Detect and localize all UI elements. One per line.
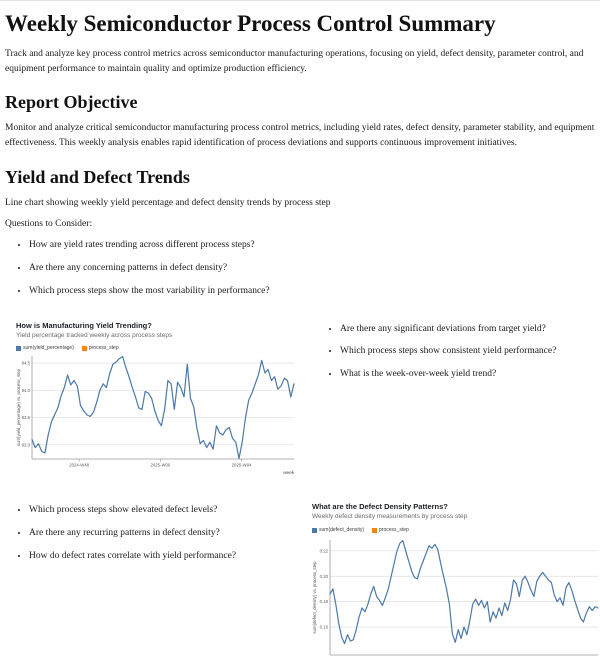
svg-text:93.0: 93.0 (21, 442, 30, 448)
defect-density-chart (305, 502, 600, 671)
yield-questions-list (316, 323, 600, 382)
line-plot (16, 354, 316, 488)
questions-list (5, 239, 595, 298)
list-item: • Are there any significant deviations from target yield? (340, 323, 600, 337)
legend-item (16, 345, 74, 351)
list-item: • How are yield rates trending across different process steps? (29, 239, 595, 253)
svg-text:sum(yield_percentage) vs. proc: sum(yield_percentage) vs. process_step (16, 369, 21, 447)
defect-section-row (5, 502, 595, 671)
yield-section-row (5, 321, 595, 489)
chart-title: How is Manufacturing Yield Trending? (16, 320, 152, 330)
intro-paragraph: Track and analyze key process control metrics across semiconductor manufacturing operations, focusing on yield, defect density, parameter control, and equipment performance to maintain quality and optimize production efficiency. (5, 49, 584, 74)
report-objective-body: Monitor and analyze critical semiconductor manufacturing process control metrics, including yield rates, defect density, parameter stability, and equipment effectiveness. This weekly analysis enables rapid identification of process deviations and supports continuous improvement initiatives. (5, 123, 595, 149)
svg-text:2025-W00: 2025-W00 (150, 462, 171, 468)
defect-questions-col (5, 502, 305, 577)
legend-swatch-icon (312, 528, 317, 533)
svg-text:94.5: 94.5 (21, 361, 30, 367)
svg-text:0.18: 0.18 (319, 599, 328, 605)
legend-swatch-icon (82, 346, 87, 351)
report-page (0, 1, 600, 671)
legend-item (312, 527, 364, 533)
yield-defect-heading: Yield and Defect Trends (5, 166, 190, 187)
legend-label: process_step (379, 527, 409, 534)
list-item: • Which process steps show the most variability in performance? (29, 285, 595, 299)
list-item: • Are there any recurring patterns in defect density? (29, 527, 305, 541)
chart-legend (312, 527, 600, 533)
chart-description: Line chart showing weekly yield percentage and defect density trends by process step (5, 197, 331, 208)
yield-questions-col (316, 321, 600, 396)
list-item: • Which process steps show consistent yield performance? (340, 345, 600, 359)
legend-item (82, 345, 119, 351)
legend-item (372, 527, 409, 533)
svg-text:2024-W48: 2024-W48 (69, 462, 90, 468)
defect-questions-list (5, 504, 305, 563)
legend-swatch-icon (16, 346, 21, 351)
svg-text:0.22: 0.22 (319, 548, 328, 554)
page-title: Weekly Semiconductor Process Control Summary (5, 11, 496, 36)
chart-legend (16, 345, 316, 351)
svg-text:2025-W04: 2025-W04 (231, 462, 252, 468)
list-item: • Which process steps show elevated defect levels? (29, 504, 305, 518)
svg-text:sum(defect_density) vs. proces: sum(defect_density) vs. process_step (312, 561, 317, 634)
list-item: • How do defect rates correlate with yield performance? (29, 550, 305, 564)
svg-text:week: week (283, 470, 294, 476)
legend-label: sum(defect_density) (319, 527, 365, 534)
report-objective-heading: Report Objective (5, 92, 138, 113)
legend-swatch-icon (372, 528, 377, 533)
list-item: • What is the week-over-week yield trend? (340, 368, 600, 382)
chart-title: What are the Defect Density Patterns? (312, 502, 448, 512)
svg-text:0.20: 0.20 (319, 574, 328, 580)
yield-trend-chart (5, 321, 316, 489)
svg-text:93.5: 93.5 (21, 415, 30, 421)
chart-subtitle: Yield percentage tracked weekly across process steps (16, 331, 173, 339)
chart-subtitle: Weekly defect density measurements by process step (312, 513, 468, 521)
list-item: • Are there any concerning patterns in defect density? (29, 262, 595, 276)
svg-text:94.0: 94.0 (21, 388, 30, 394)
questions-label: Questions to Consider: (5, 218, 93, 229)
legend-label: process_step (88, 345, 119, 352)
svg-text:0.16: 0.16 (319, 624, 328, 630)
line-plot (312, 536, 600, 671)
legend-label: sum(yield_percentage) (23, 345, 74, 352)
